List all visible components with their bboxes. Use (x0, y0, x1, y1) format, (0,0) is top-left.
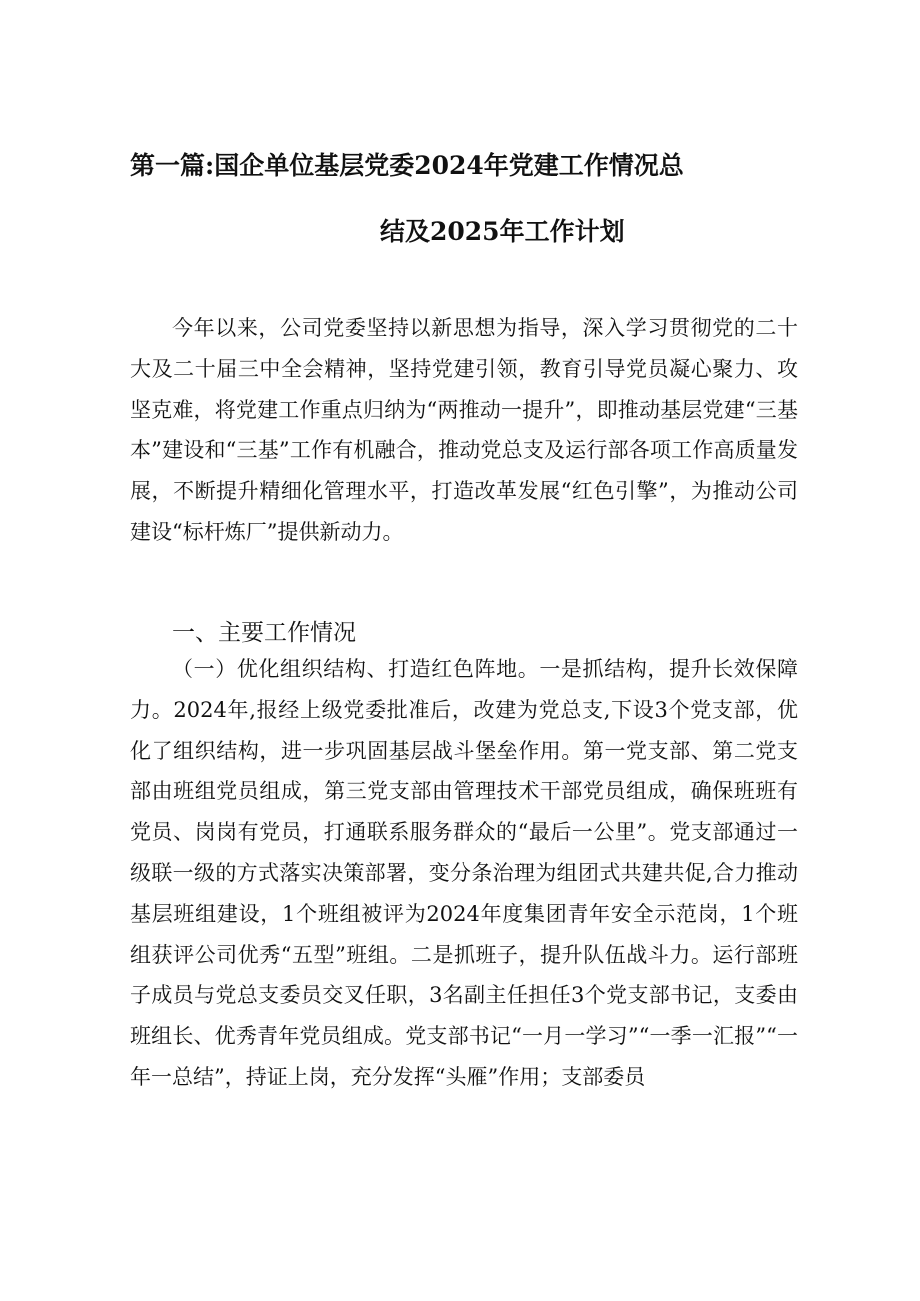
document-title-line-1: 第一篇:国企单位基层党委2024年党建工作情况总 (130, 151, 684, 180)
section-heading: 一、主要工作情况 (172, 620, 356, 646)
document-title-line-2: 结及2025年工作计划 (380, 217, 625, 246)
intro-paragraph: 今年以来，公司党委坚持以新思想为指导，深入学习贯彻党的二十大及二十届三中全会精神，坚持党建引领，教育引导党员凝心聚力、攻坚克难，将党建工作重点归纳为“两推动一提升”，即推动基层党建“三基本”建设和“三基”工作有机融合，推动党总支及运行部各项工作高质量发展，不断提升精细化管理水平，打造改革发展“红色引擎”，为推动公司建设“标杆炼厂”提供新动力。 (130, 316, 798, 544)
paragraph-1: （一）优化组织结构、打造红色阵地。一是抓结构，提升长效保障力。2024年,报经上级党委批准后，改建为党总支,下设3个党支部，优化了组织结构，进一步巩固基层战斗堡垒作用。第一党支部、第二党支部由班组党员组成，第三党支部由管理技术干部党员组成，确保班班有党员、岗岗有党员，打通联系服务群众的“最后一公里”。党支部通过一级联一级的方式落实决策部署，变分条治理为组团式共建共促,合力推动基层班组建设，1个班组被评为2024年度集团青年安全示范岗，1个班组获评公司优秀“五型”班组。二是抓班子，提升队伍战斗力。运行部班子成员与党总支委员交叉任职，3名副主任担任3个党支部书记，支委由班组长、优秀青年党员组成。党支部书记“一月一学习”“一季一汇报”“一年一总结”，持证上岗，充分发挥“头雁”作用；支部委员 (130, 657, 798, 1089)
